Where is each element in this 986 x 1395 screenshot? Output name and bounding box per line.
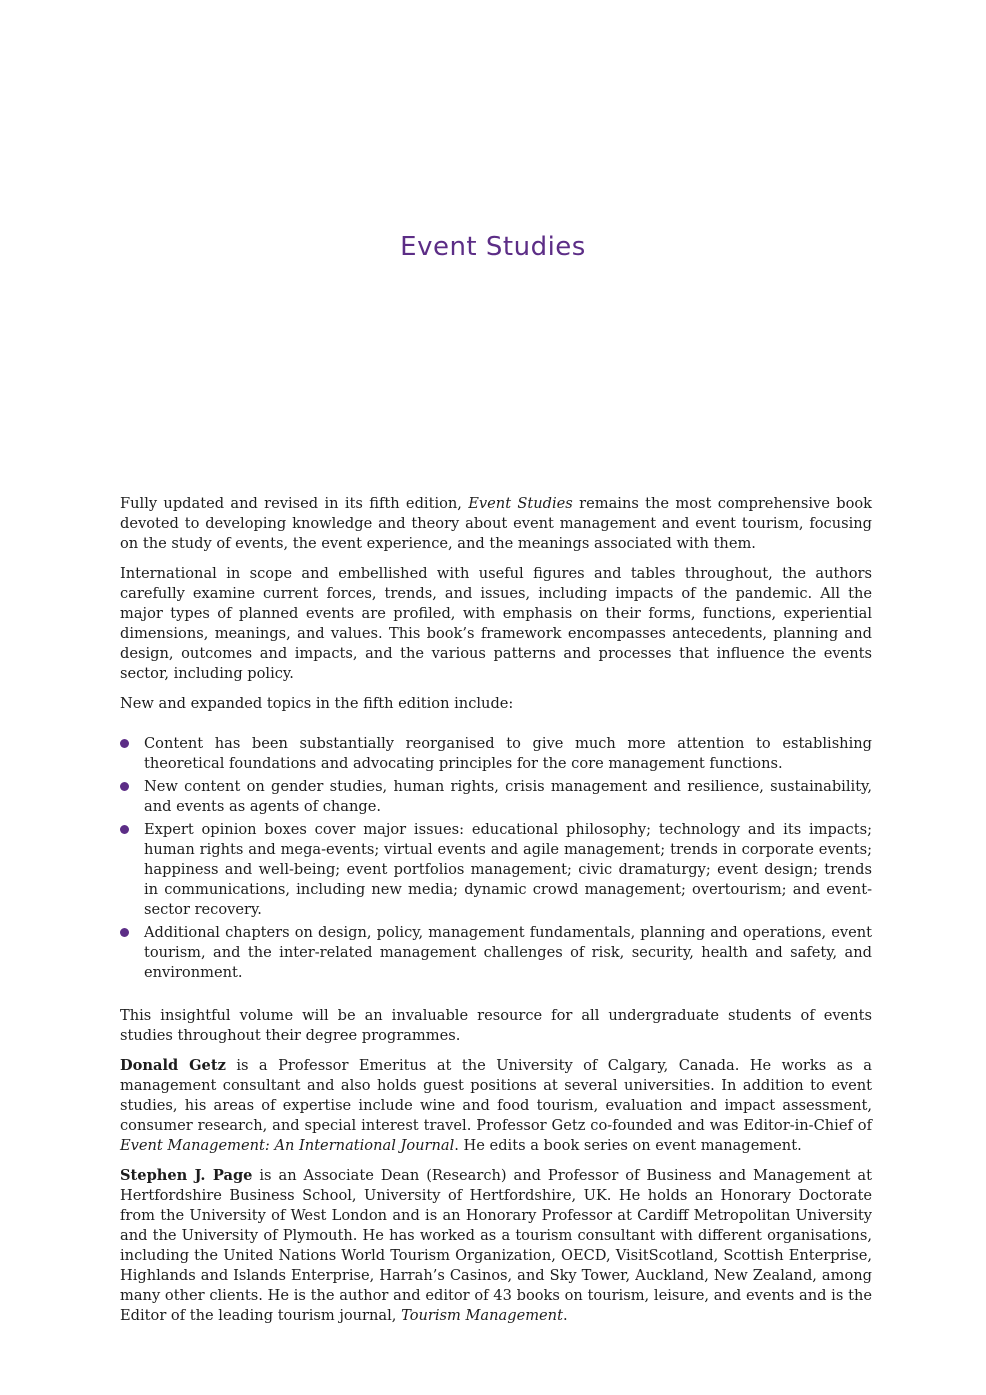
list-item [120,777,872,817]
author-bio-text-a: is a Professor Emeritus at the University of Calgary, Canada. He works as a management consultant and also holds guest positions at several universities. In addition to event studies, his areas of expertise include wine and food tourism, evaluation and impact assessment, consumer research, and special interest travel. Professor Getz co-founded and was Editor-in-Chief of [120,1057,872,1134]
bullet-icon [120,782,129,791]
spacer [120,714,872,734]
spacer [120,1046,872,1056]
intro-paragraph-2: International in scope and embellished with useful figures and tables throughout, the authors carefully examine current forces, trends, and issues, including impacts of the pandemic. All the major types of planned events are profiled, with emphasis on their forms, functions, experiential dimensions, meanings, and values. This book’s framework encompasses antecedents, planning and design, outcomes and impacts, and the various patterns and processes that influence the events sector, including policy. [120,565,872,682]
list-item-text: Expert opinion boxes cover major issues: educational philosophy; technology and its impacts; human rights and mega-events; virtual events and agile management; trends in corporate events; happiness and well-being; event portfolios management; civic dramaturgy; event design; trends in communications, including new media; dynamic crowd management; overtourism; and event-sector recovery. [144,821,872,918]
blurb-content [120,494,872,1326]
author-bio-text-a: is an Associate Dean (Research) and Professor of Business and Management at Hertfordshire Business School, University of Hertfordshire, UK. He holds an Honorary Doctorate from the University of West London and is an Honorary Professor at Cardiff Metropolitan University and the University of Plymouth. He has worked as a tourism consultant with different organisations, including the United Nations World Tourism Organization, OECD, VisitScotland, Scottish Enterprise, Highlands and Islands Enterprise, Harrah’s Casinos, and Sky Tower, Auckland, New Zealand, among many other clients. He is the author and editor of 43 books on tourism, leisure, and events and is the Editor of the leading tourism journal, [120,1167,872,1324]
list-item [120,820,872,920]
author-bio-text-b: . [562,1307,568,1324]
bullet-icon [120,928,129,937]
spacer [120,1156,872,1166]
journal-title-italic: Event Management: An International Journal [120,1137,455,1154]
page-title: Event Studies [400,232,586,262]
author-bio-getz [120,1056,872,1156]
author-bio-page [120,1166,872,1326]
list-item-text: Content has been substantially reorganised to give much more attention to establishing theoretical foundations and advocating principles for the core management functions. [144,735,872,772]
bullet-icon [120,825,129,834]
book-title-italic: Event Studies [468,495,573,512]
author-name: Stephen J. Page [120,1167,253,1184]
intro-text-a: Fully updated and revised in its fifth edition, [120,495,469,512]
list-item-text: New content on gender studies, human rights, crisis management and resilience, sustainability, and events as agents of change. [144,778,872,815]
journal-title-italic: Tourism Management [401,1307,563,1324]
list-item [120,923,872,983]
author-name: Donald Getz [120,1057,226,1074]
intro-paragraph-1 [120,494,872,554]
topics-lead-in: New and expanded topics in the fifth edition include: [120,695,514,712]
bullet-icon [120,739,129,748]
list-item-text: Additional chapters on design, policy, management fundamentals, planning and operations, event tourism, and the inter-related management challenges of risk, security, health and safety, and environment. [144,924,872,981]
spacer [120,986,872,1006]
intro-text-b: remains the most comprehensive book devoted to developing knowledge and theory about event management and event tourism, focusing on the study of events, the event experience, and the meanings associated with them. [120,495,872,552]
topics-list [120,734,872,983]
author-bio-text-b: . He edits a book series on event management. [454,1137,802,1154]
spacer [120,554,872,564]
list-item [120,734,872,774]
closing-paragraph: This insightful volume will be an invaluable resource for all undergraduate students of events studies throughout their degree programmes. [120,1007,872,1044]
spacer [120,684,872,694]
